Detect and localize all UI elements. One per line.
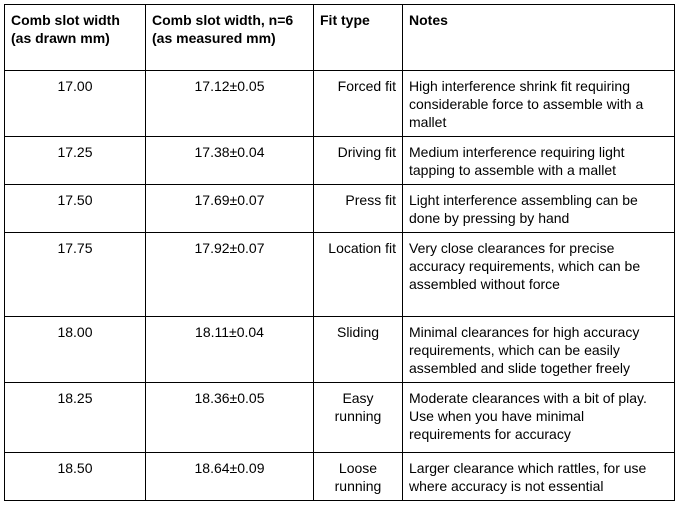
header-measured <box>146 5 314 71</box>
cell-measured: 18.64±0.09 <box>146 453 314 501</box>
cell-drawn: 17.75 <box>5 233 146 317</box>
fit-type-line-1: Driving fit <box>337 144 396 160</box>
fit-table <box>4 4 675 501</box>
table-row <box>5 185 675 233</box>
cell-notes: Medium interference requiring light tapping to assemble with a mallet <box>403 137 675 185</box>
cell-drawn: 18.25 <box>5 383 146 453</box>
table-row <box>5 383 675 453</box>
cell-notes: Larger clearance which rattles, for use where accuracy is not essential <box>403 453 675 501</box>
table-header <box>5 5 675 71</box>
header-notes: Notes <box>403 5 675 71</box>
header-drawn-line-2: (as drawn mm) <box>11 30 110 46</box>
cell-measured: 17.12±0.05 <box>146 71 314 137</box>
table-row <box>5 233 675 317</box>
fit-type-line-1: Location fit <box>328 240 396 256</box>
cell-drawn: 18.00 <box>5 317 146 383</box>
cell-drawn: 17.50 <box>5 185 146 233</box>
fit-type-line-1: Easy <box>342 390 374 406</box>
header-row <box>5 5 675 71</box>
fit-type-line-1: Loose <box>338 460 378 476</box>
table-row <box>5 71 675 137</box>
fit-type-line-1: Forced fit <box>337 78 396 94</box>
cell-notes: High interference shrink fit requiring considerable force to assemble with a mallet <box>403 71 675 137</box>
cell-fit-type <box>314 137 403 185</box>
fit-type-line-1: Sliding <box>336 324 380 340</box>
cell-fit-type <box>314 383 403 453</box>
header-drawn <box>5 5 146 71</box>
table-row <box>5 317 675 383</box>
fit-type-line-1: Press fit <box>345 192 396 208</box>
cell-fit-type <box>314 453 403 501</box>
cell-measured: 17.38±0.04 <box>146 137 314 185</box>
cell-fit-type <box>314 185 403 233</box>
cell-notes: Minimal clearances for high accuracy requirements, which can be easily assembled and slide together freely <box>403 317 675 383</box>
cell-notes: Very close clearances for precise accuracy requirements, which can be assembled without force <box>403 233 675 317</box>
cell-measured: 18.11±0.04 <box>146 317 314 383</box>
cell-fit-type <box>314 317 403 383</box>
cell-measured: 18.36±0.05 <box>146 383 314 453</box>
header-drawn-line-1: Comb slot width <box>11 12 120 28</box>
cell-fit-type <box>314 71 403 137</box>
table-row <box>5 453 675 501</box>
table-body <box>5 71 675 501</box>
cell-fit-type <box>314 233 403 317</box>
cell-drawn: 17.25 <box>5 137 146 185</box>
cell-drawn: 17.00 <box>5 71 146 137</box>
cell-notes: Moderate clearances with a bit of play. Use when you have minimal requirements for accuracy <box>403 383 675 453</box>
cell-measured: 17.92±0.07 <box>146 233 314 317</box>
header-measured-line-1: Comb slot width, n=6 <box>152 12 294 28</box>
cell-measured: 17.69±0.07 <box>146 185 314 233</box>
header-fit-type: Fit type <box>314 5 403 71</box>
cell-drawn: 18.50 <box>5 453 146 501</box>
fit-type-line-2: running <box>334 408 382 424</box>
header-measured-line-2: (as measured mm) <box>152 30 276 46</box>
table-row <box>5 137 675 185</box>
cell-notes: Light interference assembling can be done by pressing by hand <box>403 185 675 233</box>
fit-type-line-2: running <box>334 478 382 494</box>
